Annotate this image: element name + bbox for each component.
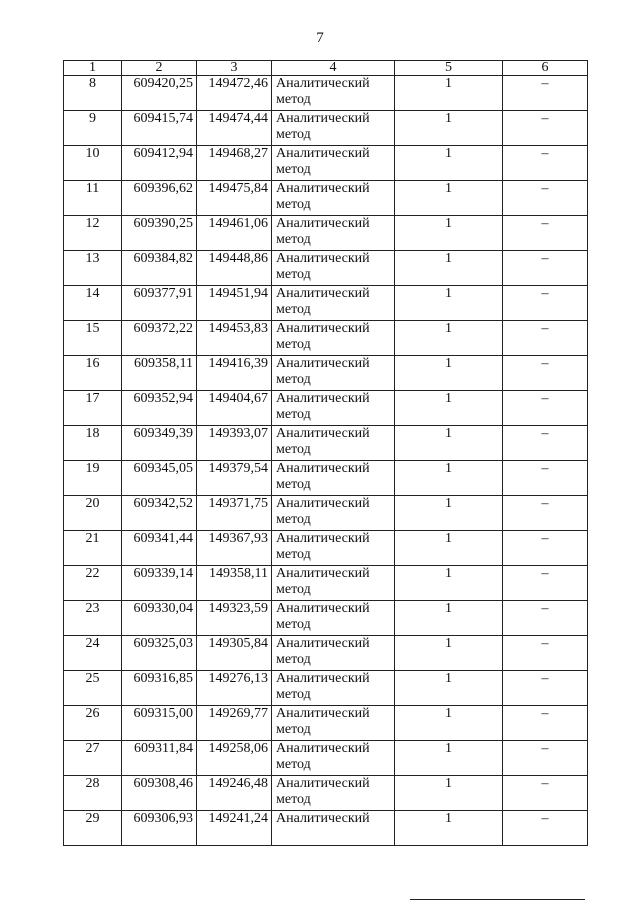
x-coordinate-cell: 609358,11 bbox=[122, 356, 197, 391]
x-coordinate-cell: 609390,25 bbox=[122, 216, 197, 251]
y-coordinate-cell: 149461,06 bbox=[197, 216, 272, 251]
table-row bbox=[64, 146, 588, 181]
accuracy-cell: 1 bbox=[395, 461, 503, 496]
note-cell: – bbox=[503, 356, 588, 391]
point-number-cell: 28 bbox=[64, 776, 122, 811]
point-number-cell: 9 bbox=[64, 111, 122, 146]
x-coordinate-cell: 609415,74 bbox=[122, 111, 197, 146]
note-cell: – bbox=[503, 566, 588, 601]
y-coordinate-cell: 149468,27 bbox=[197, 146, 272, 181]
x-coordinate-cell: 609306,93 bbox=[122, 811, 197, 846]
accuracy-cell: 1 bbox=[395, 496, 503, 531]
method-cell: Аналитический метод bbox=[272, 356, 395, 391]
y-coordinate-cell: 149258,06 bbox=[197, 741, 272, 776]
point-number-cell: 14 bbox=[64, 286, 122, 321]
table-row bbox=[64, 216, 588, 251]
accuracy-cell: 1 bbox=[395, 286, 503, 321]
header-col-1: 1 bbox=[64, 61, 122, 76]
x-coordinate-cell: 609420,25 bbox=[122, 76, 197, 111]
table-row bbox=[64, 496, 588, 531]
point-number-cell: 18 bbox=[64, 426, 122, 461]
x-coordinate-cell: 609341,44 bbox=[122, 531, 197, 566]
x-coordinate-cell: 609330,04 bbox=[122, 601, 197, 636]
y-coordinate-cell: 149393,07 bbox=[197, 426, 272, 461]
point-number-cell: 11 bbox=[64, 181, 122, 216]
table-row bbox=[64, 356, 588, 391]
method-cell: Аналитический метод bbox=[272, 181, 395, 216]
header-col-5: 5 bbox=[395, 61, 503, 76]
method-cell: Аналитический метод bbox=[272, 601, 395, 636]
y-coordinate-cell: 149416,39 bbox=[197, 356, 272, 391]
table-row bbox=[64, 426, 588, 461]
point-number-cell: 19 bbox=[64, 461, 122, 496]
note-cell: – bbox=[503, 811, 588, 846]
accuracy-cell: 1 bbox=[395, 811, 503, 846]
point-number-cell: 26 bbox=[64, 706, 122, 741]
x-coordinate-cell: 609372,22 bbox=[122, 321, 197, 356]
note-cell: – bbox=[503, 76, 588, 111]
table-row bbox=[64, 741, 588, 776]
table-row bbox=[64, 461, 588, 496]
note-cell: – bbox=[503, 496, 588, 531]
method-cell: Аналитический метод bbox=[272, 496, 395, 531]
method-cell: Аналитический метод bbox=[272, 391, 395, 426]
accuracy-cell: 1 bbox=[395, 251, 503, 286]
accuracy-cell: 1 bbox=[395, 181, 503, 216]
point-number-cell: 25 bbox=[64, 671, 122, 706]
method-cell: Аналитический метод bbox=[272, 76, 395, 111]
note-cell: – bbox=[503, 636, 588, 671]
note-cell: – bbox=[503, 461, 588, 496]
x-coordinate-cell: 609342,52 bbox=[122, 496, 197, 531]
method-cell: Аналитический метод bbox=[272, 531, 395, 566]
x-coordinate-cell: 609308,46 bbox=[122, 776, 197, 811]
point-number-cell: 29 bbox=[64, 811, 122, 846]
note-cell: – bbox=[503, 776, 588, 811]
y-coordinate-cell: 149474,44 bbox=[197, 111, 272, 146]
page-number: 7 bbox=[316, 30, 324, 46]
point-number-cell: 17 bbox=[64, 391, 122, 426]
method-cell: Аналитический метод bbox=[272, 216, 395, 251]
y-coordinate-cell: 149241,24 bbox=[197, 811, 272, 846]
point-number-cell: 10 bbox=[64, 146, 122, 181]
accuracy-cell: 1 bbox=[395, 601, 503, 636]
coordinates-table bbox=[63, 60, 588, 846]
x-coordinate-cell: 609316,85 bbox=[122, 671, 197, 706]
table-row bbox=[64, 776, 588, 811]
note-cell: – bbox=[503, 531, 588, 566]
note-cell: – bbox=[503, 321, 588, 356]
table-row bbox=[64, 531, 588, 566]
accuracy-cell: 1 bbox=[395, 776, 503, 811]
y-coordinate-cell: 149246,48 bbox=[197, 776, 272, 811]
method-cell: Аналитический метод bbox=[272, 566, 395, 601]
accuracy-cell: 1 bbox=[395, 566, 503, 601]
accuracy-cell: 1 bbox=[395, 391, 503, 426]
method-cell: Аналитический метод bbox=[272, 636, 395, 671]
y-coordinate-cell: 149448,86 bbox=[197, 251, 272, 286]
table-header bbox=[64, 61, 588, 76]
table-row bbox=[64, 321, 588, 356]
accuracy-cell: 1 bbox=[395, 636, 503, 671]
point-number-cell: 20 bbox=[64, 496, 122, 531]
table-row bbox=[64, 601, 588, 636]
header-col-3: 3 bbox=[197, 61, 272, 76]
x-coordinate-cell: 609311,84 bbox=[122, 741, 197, 776]
table-row bbox=[64, 566, 588, 601]
point-number-cell: 8 bbox=[64, 76, 122, 111]
table-row bbox=[64, 76, 588, 111]
accuracy-cell: 1 bbox=[395, 321, 503, 356]
y-coordinate-cell: 149472,46 bbox=[197, 76, 272, 111]
y-coordinate-cell: 149404,67 bbox=[197, 391, 272, 426]
point-number-cell: 24 bbox=[64, 636, 122, 671]
x-coordinate-cell: 609384,82 bbox=[122, 251, 197, 286]
method-cell: Аналитический метод bbox=[272, 671, 395, 706]
note-cell: – bbox=[503, 111, 588, 146]
x-coordinate-cell: 609349,39 bbox=[122, 426, 197, 461]
method-cell: Аналитический метод bbox=[272, 146, 395, 181]
accuracy-cell: 1 bbox=[395, 671, 503, 706]
point-number-cell: 27 bbox=[64, 741, 122, 776]
method-cell: Аналитический bbox=[272, 811, 395, 846]
point-number-cell: 21 bbox=[64, 531, 122, 566]
method-cell: Аналитический метод bbox=[272, 741, 395, 776]
method-cell: Аналитический метод bbox=[272, 426, 395, 461]
accuracy-cell: 1 bbox=[395, 356, 503, 391]
method-cell: Аналитический метод bbox=[272, 111, 395, 146]
accuracy-cell: 1 bbox=[395, 216, 503, 251]
note-cell: – bbox=[503, 216, 588, 251]
note-cell: – bbox=[503, 251, 588, 286]
note-cell: – bbox=[503, 391, 588, 426]
x-coordinate-cell: 609396,62 bbox=[122, 181, 197, 216]
x-coordinate-cell: 609315,00 bbox=[122, 706, 197, 741]
note-cell: – bbox=[503, 146, 588, 181]
method-cell: Аналитический метод bbox=[272, 706, 395, 741]
table-body bbox=[64, 76, 588, 846]
header-col-4: 4 bbox=[272, 61, 395, 76]
note-cell: – bbox=[503, 671, 588, 706]
x-coordinate-cell: 609345,05 bbox=[122, 461, 197, 496]
note-cell: – bbox=[503, 601, 588, 636]
y-coordinate-cell: 149269,77 bbox=[197, 706, 272, 741]
note-cell: – bbox=[503, 181, 588, 216]
accuracy-cell: 1 bbox=[395, 76, 503, 111]
y-coordinate-cell: 149358,11 bbox=[197, 566, 272, 601]
table-row bbox=[64, 671, 588, 706]
method-cell: Аналитический метод bbox=[272, 461, 395, 496]
y-coordinate-cell: 149276,13 bbox=[197, 671, 272, 706]
table-row bbox=[64, 111, 588, 146]
method-cell: Аналитический метод bbox=[272, 286, 395, 321]
x-coordinate-cell: 609325,03 bbox=[122, 636, 197, 671]
table-row bbox=[64, 181, 588, 216]
method-cell: Аналитический метод bbox=[272, 251, 395, 286]
accuracy-cell: 1 bbox=[395, 706, 503, 741]
table-row bbox=[64, 251, 588, 286]
accuracy-cell: 1 bbox=[395, 426, 503, 461]
x-coordinate-cell: 609339,14 bbox=[122, 566, 197, 601]
point-number-cell: 12 bbox=[64, 216, 122, 251]
y-coordinate-cell: 149379,54 bbox=[197, 461, 272, 496]
y-coordinate-cell: 149453,83 bbox=[197, 321, 272, 356]
header-col-6: 6 bbox=[503, 61, 588, 76]
method-cell: Аналитический метод bbox=[272, 776, 395, 811]
x-coordinate-cell: 609377,91 bbox=[122, 286, 197, 321]
accuracy-cell: 1 bbox=[395, 741, 503, 776]
y-coordinate-cell: 149475,84 bbox=[197, 181, 272, 216]
header-row bbox=[64, 61, 588, 76]
x-coordinate-cell: 609412,94 bbox=[122, 146, 197, 181]
point-number-cell: 15 bbox=[64, 321, 122, 356]
point-number-cell: 23 bbox=[64, 601, 122, 636]
table-row bbox=[64, 636, 588, 671]
y-coordinate-cell: 149451,94 bbox=[197, 286, 272, 321]
bottom-rule bbox=[410, 899, 585, 900]
table-row bbox=[64, 706, 588, 741]
point-number-cell: 13 bbox=[64, 251, 122, 286]
table-row bbox=[64, 391, 588, 426]
point-number-cell: 16 bbox=[64, 356, 122, 391]
y-coordinate-cell: 149367,93 bbox=[197, 531, 272, 566]
note-cell: – bbox=[503, 426, 588, 461]
note-cell: – bbox=[503, 286, 588, 321]
method-cell: Аналитический метод bbox=[272, 321, 395, 356]
note-cell: – bbox=[503, 741, 588, 776]
note-cell: – bbox=[503, 706, 588, 741]
accuracy-cell: 1 bbox=[395, 111, 503, 146]
x-coordinate-cell: 609352,94 bbox=[122, 391, 197, 426]
y-coordinate-cell: 149305,84 bbox=[197, 636, 272, 671]
accuracy-cell: 1 bbox=[395, 146, 503, 181]
table-row bbox=[64, 286, 588, 321]
table-row bbox=[64, 811, 588, 846]
y-coordinate-cell: 149371,75 bbox=[197, 496, 272, 531]
point-number-cell: 22 bbox=[64, 566, 122, 601]
header-col-2: 2 bbox=[122, 61, 197, 76]
y-coordinate-cell: 149323,59 bbox=[197, 601, 272, 636]
accuracy-cell: 1 bbox=[395, 531, 503, 566]
